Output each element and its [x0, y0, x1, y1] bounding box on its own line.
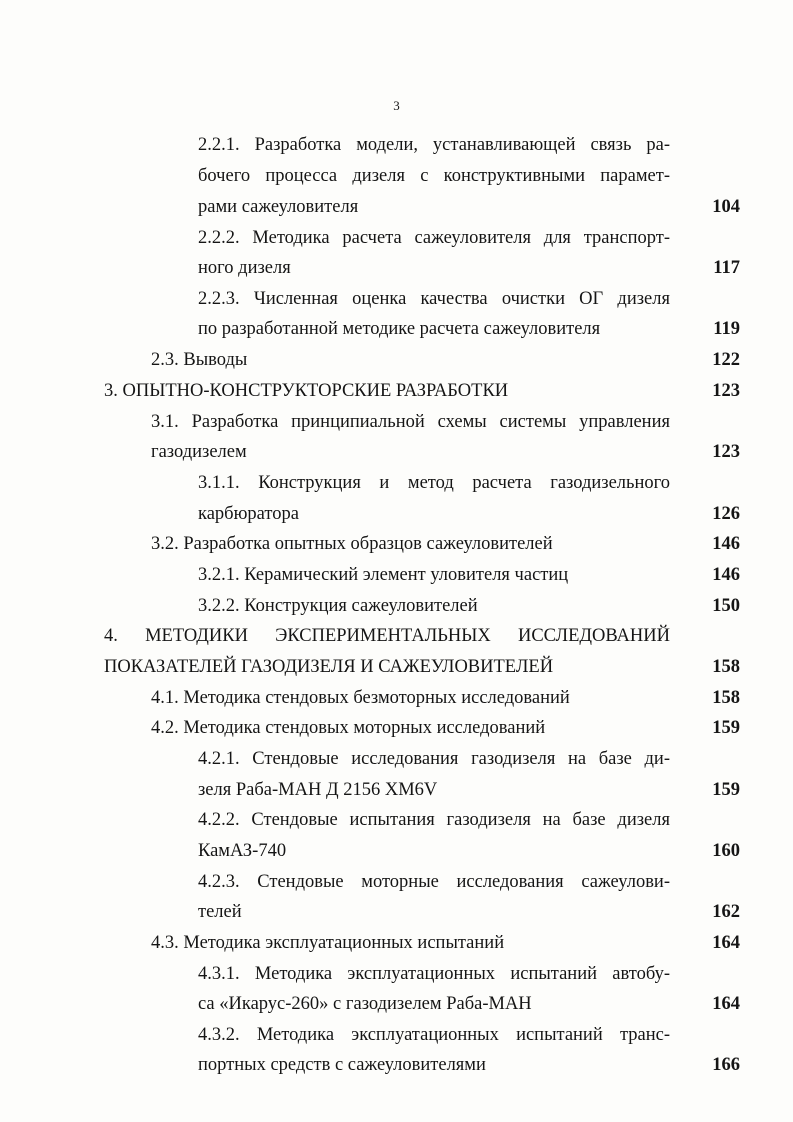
toc-page-number: 126 — [712, 504, 740, 524]
toc-page-number: 159 — [712, 780, 740, 800]
toc-page-number: 123 — [712, 442, 740, 462]
toc-entry-line: 4.2. Методика стендовых моторных исследований — [151, 718, 546, 738]
toc-entry-line: 3.1.1. Конструкция и метод расчета газодизельного — [198, 473, 670, 493]
toc-entry-line: 3. ОПЫТНО-КОНСТРУКТОРСКИЕ РАЗРАБОТКИ — [104, 381, 509, 401]
toc-page-number: 158 — [712, 688, 740, 708]
toc-entry-line: рами сажеуловителя — [198, 197, 359, 217]
toc-entry-line: 4.2.3. Стендовые моторные исследования сажеулови- — [198, 872, 670, 892]
toc-entry-line: са «Икарус-260» с газодизелем Раба-МАН — [198, 994, 532, 1014]
toc-entry-line: 3.2.1. Керамический элемент уловителя частиц — [198, 565, 569, 585]
toc-page-number: 119 — [713, 319, 740, 339]
toc-page-number: 146 — [712, 534, 740, 554]
toc-entry-line: 4.1. Методика стендовых безмоторных исследований — [151, 688, 570, 708]
toc-page-number: 164 — [712, 994, 740, 1014]
toc-entry-line: 2.3. Выводы — [151, 350, 248, 370]
toc-entry-line: 3.2.2. Конструкция сажеуловителей — [198, 596, 478, 616]
toc-entry-line: 4.3.1. Методика эксплуатационных испытаний автобу- — [198, 964, 670, 984]
toc-entry-line: 4.3.2. Методика эксплуатационных испытаний транс- — [198, 1025, 670, 1045]
toc-page-number: 159 — [712, 718, 740, 738]
toc-entry-line: 4.2.1. Стендовые исследования газодизеля на базе ди- — [198, 749, 670, 769]
toc-page-number: 122 — [712, 350, 740, 370]
toc-page-number: 158 — [712, 657, 740, 677]
toc-entry-line: ПОКАЗАТЕЛЕЙ ГАЗОДИЗЕЛЯ И САЖЕУЛОВИТЕЛЕЙ — [104, 657, 554, 677]
toc-page-number: 146 — [712, 565, 740, 585]
toc-entry-line: телей — [198, 902, 242, 922]
toc-page-number: 123 — [712, 381, 740, 401]
toc-page-number: 160 — [712, 841, 740, 861]
toc-entry-line: 3.2. Разработка опытных образцов сажеуловителей — [151, 534, 553, 554]
toc-entry-line: 4.3. Методика эксплуатационных испытаний — [151, 933, 505, 953]
toc-page-number: 164 — [712, 933, 740, 953]
toc-entry-line: карбюратора — [198, 504, 299, 524]
toc-entry-line: зеля Раба-МАН Д 2156 ХМ6V — [198, 780, 438, 800]
toc-entry-line: 2.2.2. Методика расчета сажеуловителя для транспорт- — [198, 228, 670, 248]
toc-entry-line: 3.1. Разработка принципиальной схемы системы управления — [151, 412, 670, 432]
toc-page-number: 162 — [712, 902, 740, 922]
toc-entry-line: 4. МЕТОДИКИ ЭКСПЕРИМЕНТАЛЬНЫХ ИССЛЕДОВАНИЙ — [104, 626, 670, 646]
toc-page-number: 150 — [712, 596, 740, 616]
toc-entry-line: газодизелем — [151, 442, 247, 462]
toc-entry-line: портных средств с сажеуловителями — [198, 1055, 486, 1075]
toc-entry-line: 2.2.3. Численная оценка качества очистки ОГ дизеля — [198, 289, 670, 309]
page-number: 3 — [393, 98, 400, 113]
toc-entry-line: ного дизеля — [198, 258, 291, 278]
toc-entry-line: 4.2.2. Стендовые испытания газодизеля на базе дизеля — [198, 810, 670, 830]
toc-entry-line: по разработанной методике расчета сажеуловителя — [198, 319, 601, 339]
toc-entry-line: 2.2.1. Разработка модели, устанавливающей связь ра- — [198, 135, 670, 155]
toc-page-number: 104 — [712, 197, 740, 217]
toc-page-number: 166 — [712, 1055, 740, 1075]
toc-page-number: 117 — [713, 258, 740, 278]
toc-entry-line: КамАЗ-740 — [198, 841, 287, 861]
toc-entry-line: бочего процесса дизеля с конструктивными парамет- — [198, 166, 670, 186]
